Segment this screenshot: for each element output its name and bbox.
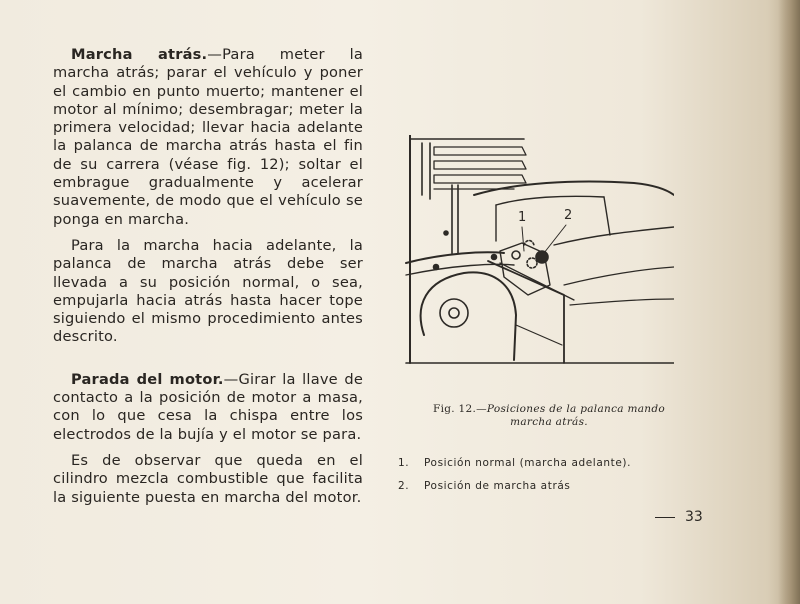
legend-number: 1.	[398, 457, 410, 469]
paragraph-observacion: Es de observar que queda en el cilindro mezcla combustible que facilita la siguiente puesta en marcha del motor.	[53, 451, 363, 506]
paragraph-parada-motor	[53, 371, 363, 444]
legend-item	[398, 452, 698, 475]
figure-12-illustration	[404, 135, 674, 370]
page-number-value: 33	[685, 509, 703, 525]
page-number-dash	[655, 517, 675, 518]
figure-label-2: 2	[564, 208, 573, 223]
legend-text: Posición de marcha atrás	[424, 480, 571, 492]
heading-marcha-atras: Marcha atrás.	[71, 46, 208, 63]
figure-legend	[398, 452, 698, 498]
figure-label-1: 1	[518, 210, 527, 225]
page-number	[655, 509, 703, 525]
paragraph-marcha-adelante: Para la marcha hacia adelante, la palanca de marcha atrás debe ser llevada a su posición normal, o sea, empujarla hacia atrás hasta hacer tope siguiendo el mismo procedimiento antes descrito.	[53, 236, 363, 346]
legend-text: Posición normal (marcha adelante).	[424, 457, 632, 469]
figure-caption	[414, 403, 684, 429]
heading-parada-motor: Parada del motor.	[71, 370, 224, 388]
legend-item	[398, 475, 698, 498]
lever-drawing	[404, 135, 674, 370]
text-column	[53, 46, 363, 507]
paragraph-marcha-atras-body: —Para meter la marcha atrás; parar el vehículo y poner el cambio en punto muerto; mantener el motor al mínimo; desembragar; meter la primera velocidad; llevar hacia adelante la palanca de marcha atrás hasta el fin de su carrera (véase fig. 12); soltar el embrague gradualmente y acelerar suavemente, de modo que el vehículo se ponga en marcha.	[53, 46, 363, 228]
legend-number: 2.	[398, 480, 410, 492]
caption-text: —Posiciones de la palanca mando marcha atrás.	[476, 403, 665, 428]
book-spine-shadow	[778, 0, 800, 604]
paragraph-parada-motor-body: —Girar la llave de contacto a la posición de motor a masa, con lo que cesa la chispa entre los electrodos de la bujía y el motor se para.	[53, 370, 364, 443]
paragraph-marcha-atras	[53, 46, 363, 229]
caption-prefix: Fig. 12.	[432, 403, 477, 415]
